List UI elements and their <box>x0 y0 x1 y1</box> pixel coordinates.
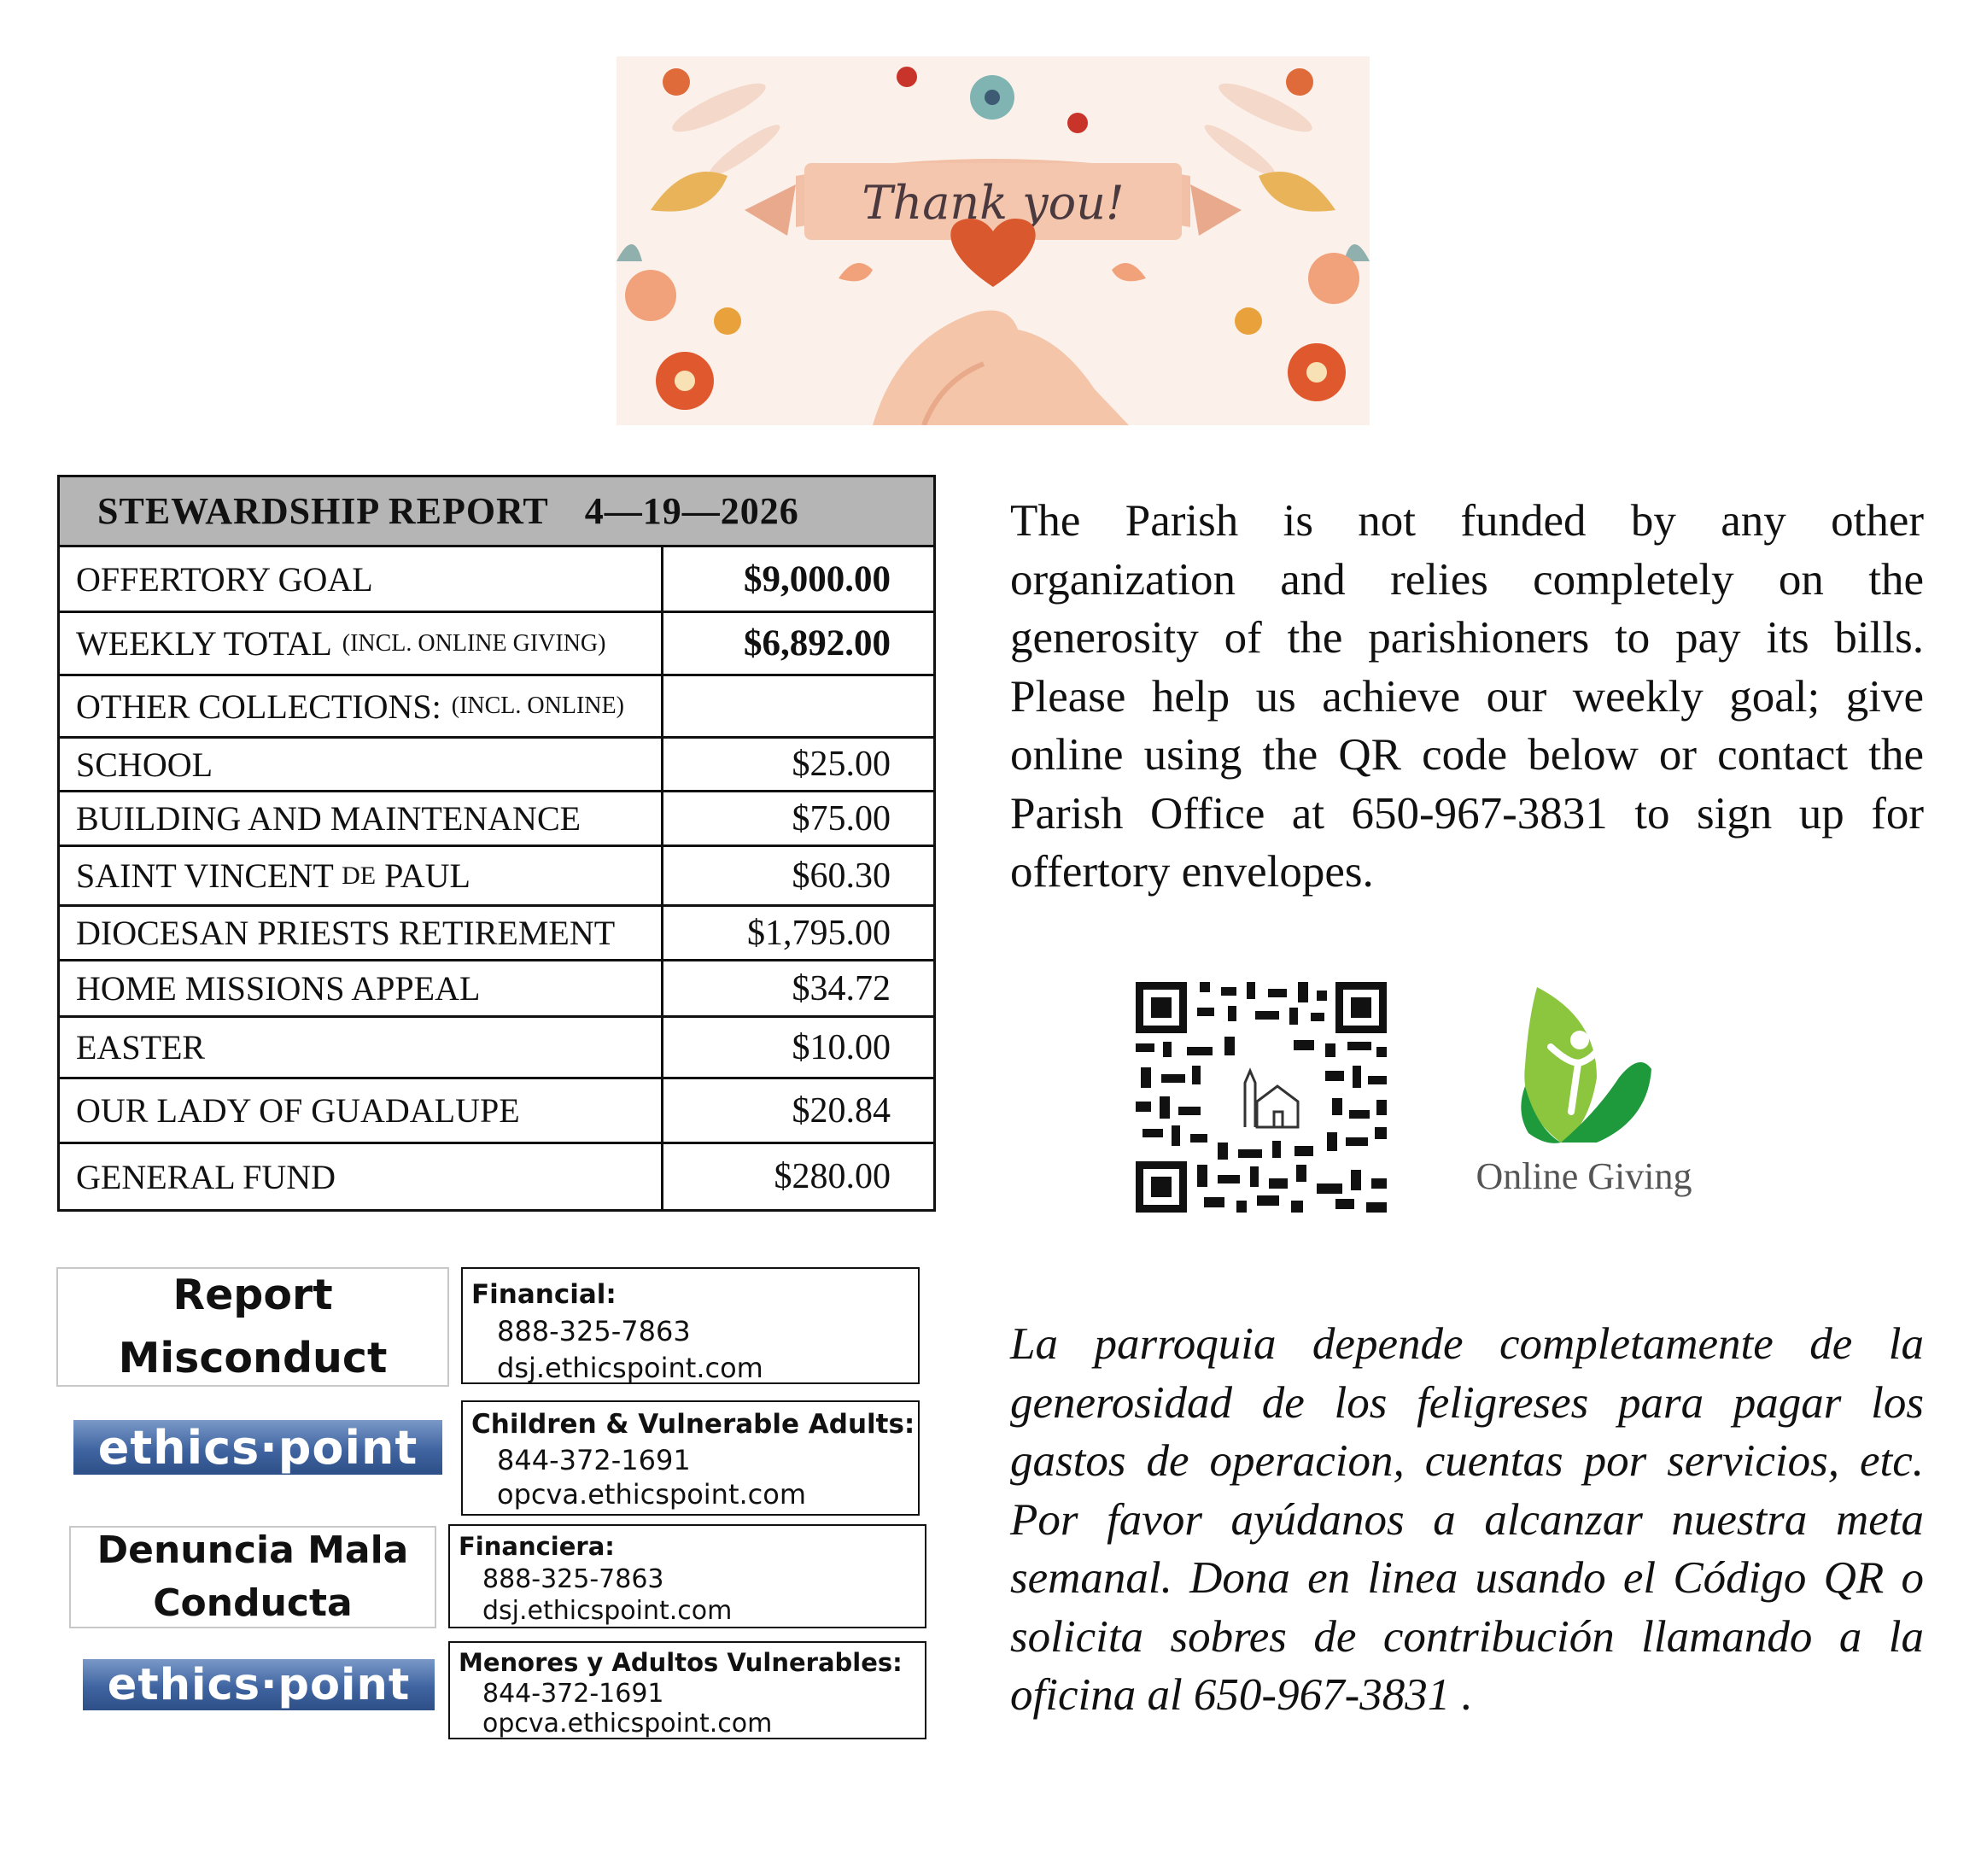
thank-you-illustration <box>617 56 1370 425</box>
table-row <box>60 907 933 961</box>
title-line: Report <box>172 1271 333 1319</box>
financiera-contact-box <box>448 1524 926 1628</box>
menores-contact-box <box>448 1641 926 1739</box>
row-label-text: WEEKLY TOTAL <box>76 624 332 663</box>
table-row <box>60 739 933 792</box>
contact-site[interactable]: opcva.ethicspoint.com <box>497 1478 806 1511</box>
table-row <box>60 1144 933 1209</box>
online-giving-label: Online Giving <box>1476 1155 1692 1197</box>
row-label: BUILDING AND MAINTENANCE <box>60 792 663 844</box>
contact-phone: 888-325-7863 <box>497 1315 691 1347</box>
row-amount <box>663 676 933 736</box>
row-label-part: PAUL <box>376 856 470 895</box>
box-title: Children & Vulnerable Adults: <box>471 1409 915 1440</box>
row-amount: $25.00 <box>792 745 891 784</box>
box-title: Financial: <box>471 1279 617 1310</box>
contact-phone: 844-372-1691 <box>482 1679 664 1709</box>
english-appeal-text: The Parish is not funded by any other organization and relies completely on the generosity of the parishioners to pay its bills. Please help us achieve our weekly goal; give online using the QR code below or contact the Parish Office at 650-967-3831 to sign up for offertory envelopes. <box>1010 496 1924 897</box>
box-title: Menores y Adultos Vulnerables: <box>459 1648 903 1677</box>
table-row <box>60 1079 933 1144</box>
report-misconduct-title <box>56 1267 449 1387</box>
table-row <box>60 1018 933 1079</box>
row-label: GENERAL FUND <box>60 1144 663 1209</box>
qr-code-icon <box>1136 982 1387 1213</box>
table-row <box>60 792 933 847</box>
thank-you-text: Thank you! <box>862 176 1125 230</box>
table-row <box>60 613 933 676</box>
row-label: EASTER <box>60 1018 663 1077</box>
row-label: SCHOOL <box>60 739 663 790</box>
title-line: Denuncia Mala <box>96 1528 409 1572</box>
row-amount: $75.00 <box>792 798 891 839</box>
table-row <box>60 676 933 739</box>
row-label <box>60 676 663 736</box>
row-amount: $20.84 <box>792 1090 891 1131</box>
report-title: STEWARDSHIP REPORT <box>97 490 549 532</box>
financial-contact-box <box>461 1267 920 1384</box>
children-contact-box <box>461 1400 920 1516</box>
table-row <box>60 547 933 613</box>
table-row <box>60 847 933 907</box>
row-amount: $6,892.00 <box>744 623 891 663</box>
row-label <box>60 847 663 904</box>
row-amount: $60.30 <box>792 856 891 896</box>
row-label-text: OTHER COLLECTIONS: <box>76 687 441 726</box>
row-label <box>60 613 663 674</box>
thank-you-card <box>617 56 1370 425</box>
row-label: DIOCESAN PRIESTS RETIREMENT <box>60 907 663 959</box>
stewardship-report-table <box>57 475 936 1212</box>
contact-phone: 844-372-1691 <box>497 1444 691 1476</box>
title-line: Misconduct <box>118 1334 388 1382</box>
row-amount: $9,000.00 <box>744 558 891 599</box>
row-label-note: (INCL. ONLINE) <box>451 693 624 719</box>
qr-code[interactable] <box>1136 982 1387 1213</box>
row-label-part: SAINT VINCENT <box>76 856 342 895</box>
row-label: HOME MISSIONS APPEAL <box>60 961 663 1015</box>
ethicspoint-logo: ethics·point <box>83 1659 435 1710</box>
contact-site[interactable]: dsj.ethicspoint.com <box>482 1596 733 1626</box>
denuncia-mala-conducta-title <box>69 1526 436 1628</box>
leaf-person-icon <box>1469 984 1699 1154</box>
table-row <box>60 961 933 1018</box>
row-amount: $1,795.00 <box>747 913 891 953</box>
box-title: Financiera: <box>459 1532 615 1561</box>
row-amount: $280.00 <box>774 1157 891 1196</box>
contact-site[interactable]: dsj.ethicspoint.com <box>497 1352 763 1384</box>
report-header <box>60 477 933 547</box>
online-giving-logo[interactable] <box>1469 984 1699 1214</box>
title-line: Conducta <box>153 1581 353 1625</box>
row-label: OUR LADY OF GUADALUPE <box>60 1079 663 1142</box>
contact-site[interactable]: opcva.ethicspoint.com <box>482 1709 773 1739</box>
row-amount: $34.72 <box>792 968 891 1008</box>
row-label-part: DE <box>342 861 377 890</box>
row-label-note: (INCL. ONLINE GIVING) <box>342 629 606 657</box>
ethicspoint-logo: ethics·point <box>73 1420 442 1475</box>
contact-phone: 888-325-7863 <box>482 1564 664 1594</box>
spanish-appeal-text: La parroquia depende completamente de la generosidad de los feligreses para pagar los gastos de operacion, cuentas por servicios, etc. Por favor ayúdanos a alcanzar nuestra meta semanal. Dona en linea usando el Código QR o solicita sobres de contribución llamando a la oficina al 650-967-3831 . <box>1010 1319 1924 1720</box>
row-amount: $10.00 <box>792 1027 891 1067</box>
report-date: 4—19—2026 <box>584 490 799 532</box>
row-label: OFFERTORY GOAL <box>60 547 663 611</box>
